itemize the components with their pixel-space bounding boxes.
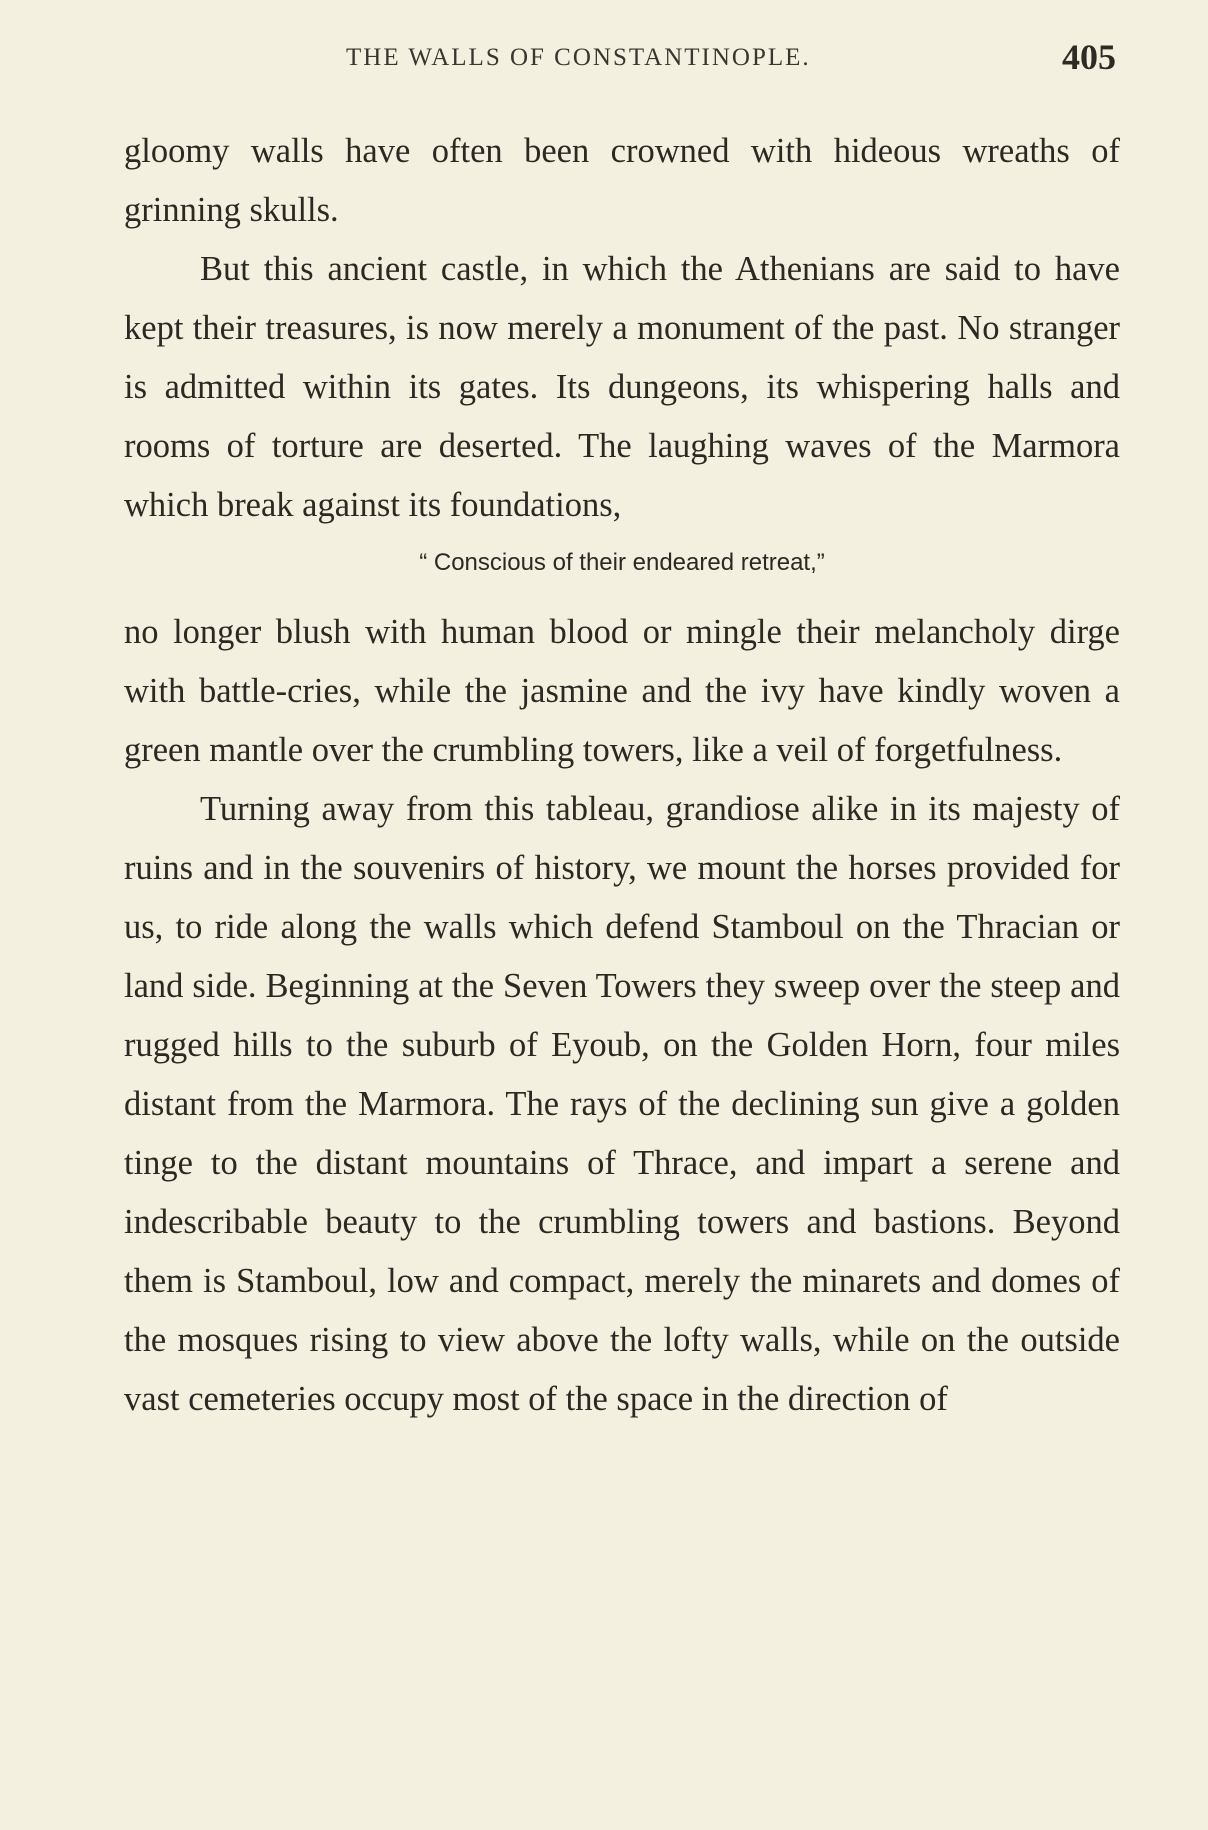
paragraph-castle: But this ancient castle, in which the Athenians are said to have kept their treasures, is now merely a monument of the past. No stranger is admitted within its gates. Its dungeons, its whispering halls and rooms of torture are deserted. The laughing waves of the Marmora which break against its foundations, bbox=[124, 250, 1120, 524]
running-header bbox=[124, 38, 1120, 82]
block-quotation: “ Conscious of their endeared retreat,” bbox=[419, 549, 825, 576]
running-title: THE WALLS OF CONSTANTINOPLE. bbox=[346, 44, 811, 71]
paragraph-walls-ride: Turning away from this tableau, grandiose alike in its majesty of ruins and in the souvenirs of history, we mount the horses provided for us, to ride along the walls which defend Stamboul on the Thracian or land side. Beginning at the Seven Towers they sweep over the steep and rugged hills to the suburb of Eyoub, on the Golden Horn, four miles distant from the Marmora. The rays of the declining sun give a golden tinge to the distant mountains of Thrace, and impart a serene and indescribable beauty to the crumbling towers and bastions. Beyond them is Stamboul, low and compact, merely the minarets and domes of the mosques rising to view above the lofty walls, while on the outside vast cemeteries occupy most of the space in the direction of bbox=[124, 790, 1120, 1418]
paragraph-after-quote: no longer blush with human blood or mingle their melancholy dirge with battle-cries, while the jasmine and the ivy have kindly woven a green mantle over the crumbling towers, like a veil of forgetfulness. bbox=[124, 613, 1120, 769]
page-number: 405 bbox=[1062, 37, 1116, 77]
body-text bbox=[124, 122, 1120, 1429]
paragraph-continued: gloomy walls have often been crowned with hideous wreaths of grinning skulls. bbox=[124, 132, 1120, 229]
